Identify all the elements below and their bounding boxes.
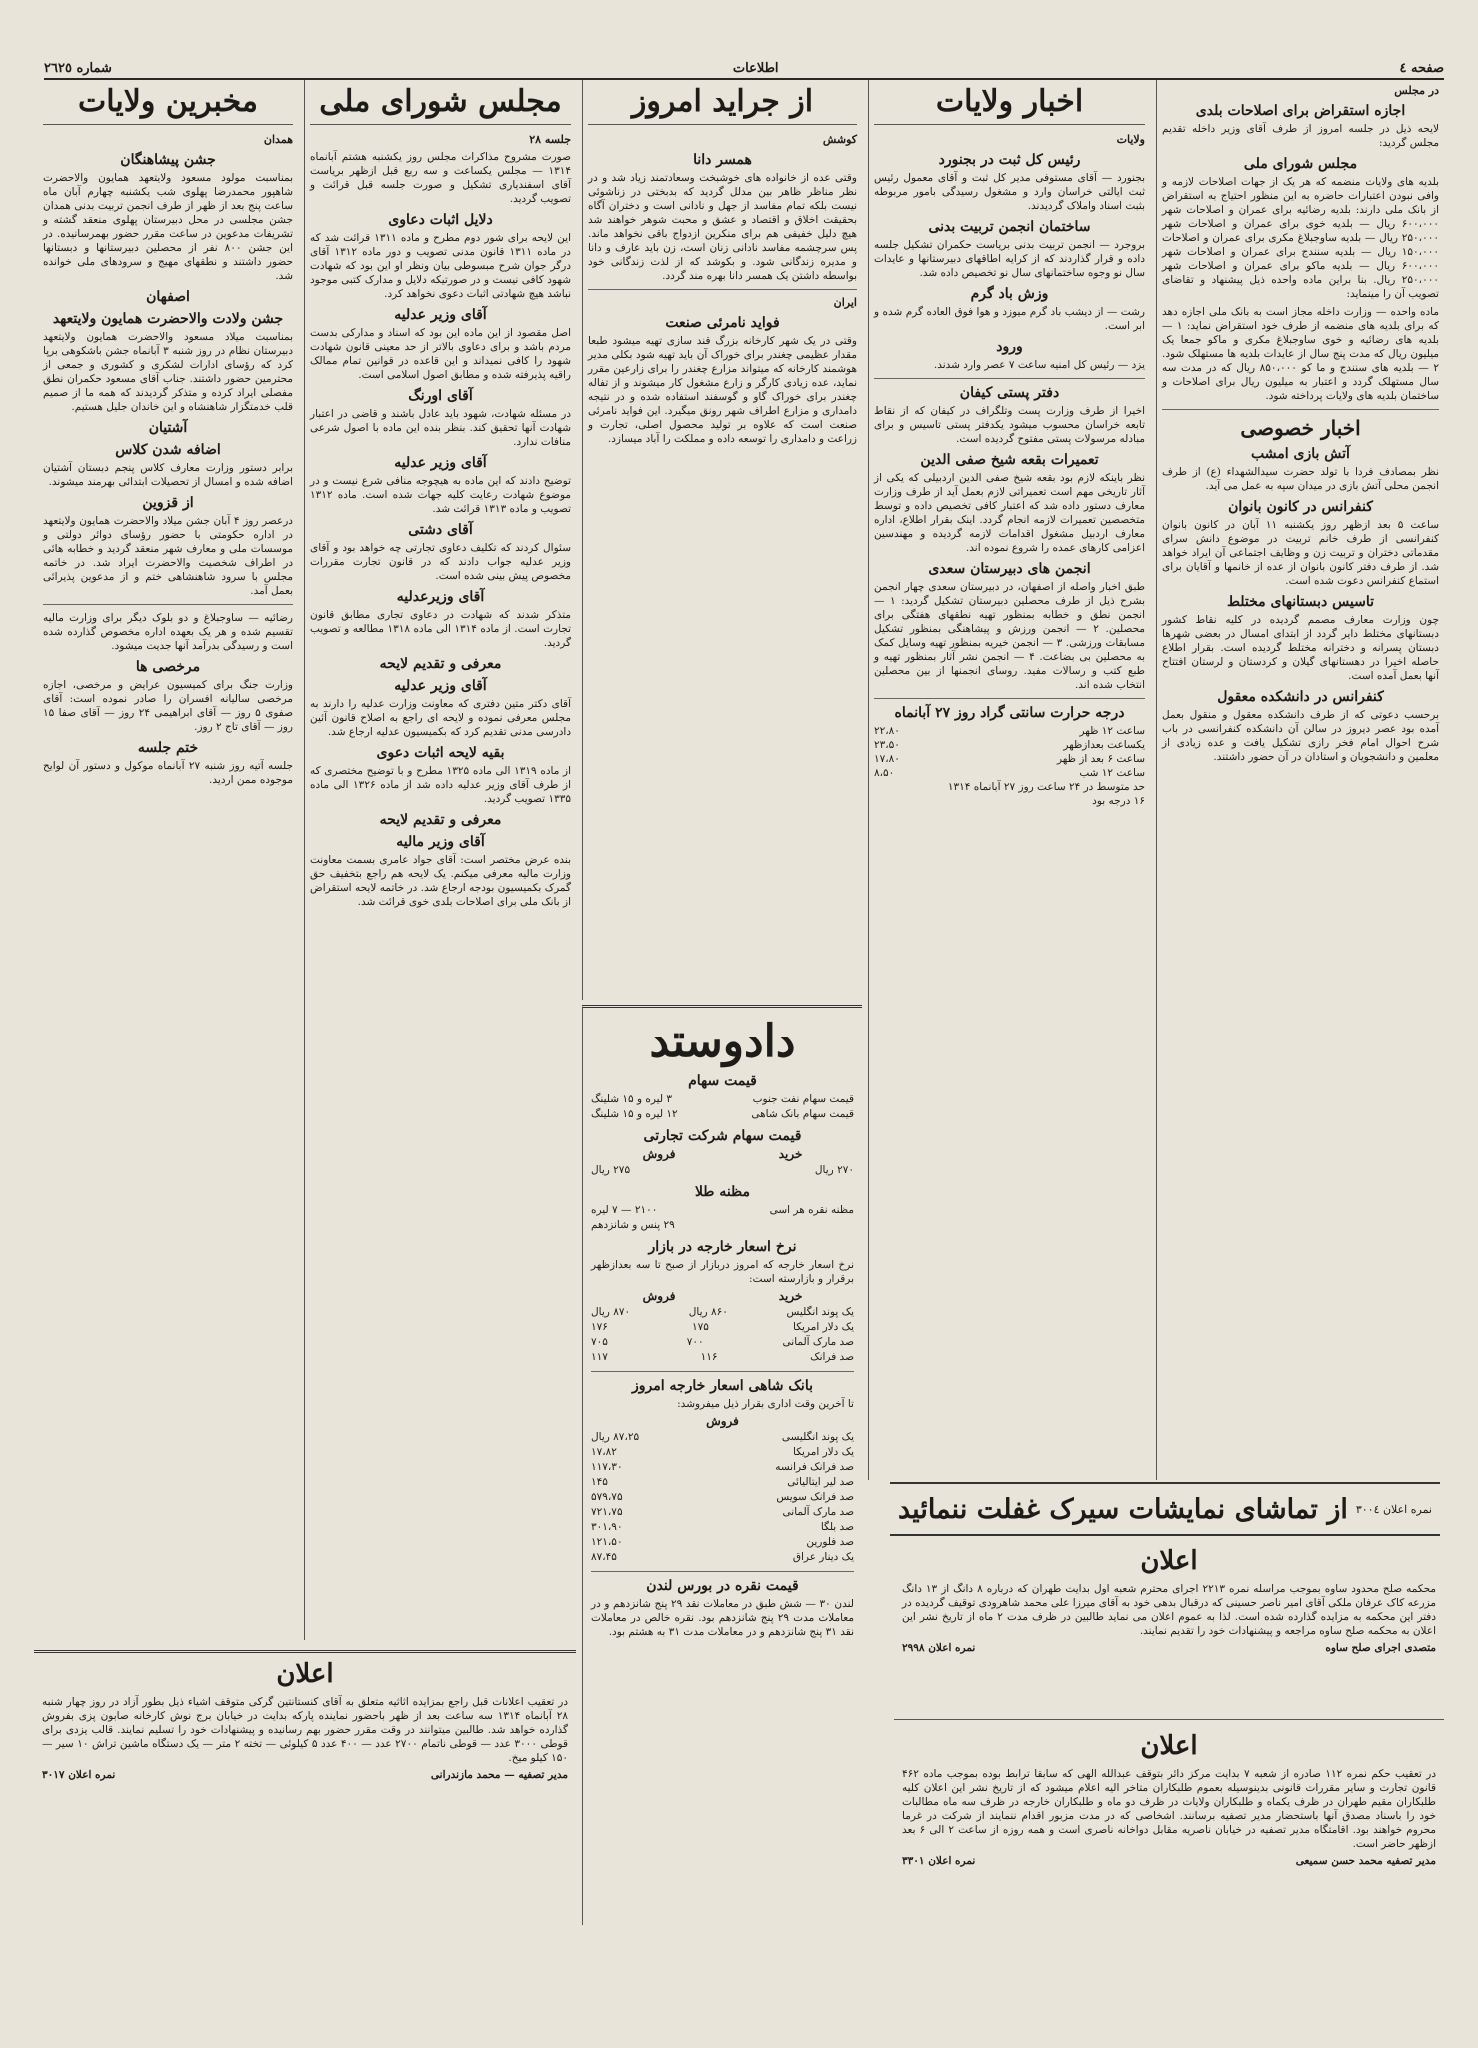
gold-title: مظنه طلا <box>694 1184 751 1200</box>
bank-label: صد فرانک فرانسه <box>775 1461 854 1473</box>
temperature-label: ساعت ۶ بعد از ظهر <box>1056 753 1145 765</box>
article-body: از ماده ۱۳۱۹ الی ماده ۱۳۲۵ مطرح و با توضیح مختصری که از طرف آقای وزیر عدلیه داده شد از ماده ۱۳۲۶ الی ماده ۱۳۳۵ تصویب گردید. <box>310 765 571 805</box>
article-body: درعصر روز ۴ آبان جشن میلاد والاحضرت همایون ولایتعهد در اداره حکومتی با حضور رؤسای دوائر دولتی و موسسات ملی و معارف شهر منعقد گردید و خطابه هائی در اطراف شخصیت والاحضرت ایراد شد. در خاتمه مجلس با سرود شاهنشاهی ختم و از مدعوین پذیرائی بعمل آمد. <box>43 515 293 597</box>
article-title: آتش بازی امشب <box>1251 446 1350 462</box>
fx-row <box>591 1305 854 1320</box>
temperature-label: حد متوسط در ۲۴ ساعت روز ۲۷ آبانماه ۱۳۱۴ <box>947 781 1145 793</box>
article <box>874 286 1145 333</box>
fx-row <box>591 1320 854 1335</box>
article <box>43 152 293 283</box>
article-body: نظر باینکه لازم بود بقعه شیخ صفی الدین اردبیلی که یکی از آثار تاریخی مهم است تعمیراتی لازم بعمل آید از طرف وزارت معارف دستور داده شد که اعتبار کافی تخصیص داده و توسط متخصصین تعمیرات لازمه انجام گردد. اینک بقرار اطلاع، اداره معارف اردبیل مشغول اقدامات لازمه گردیده و مهندسین اعزامی کارهای عمده را شروع نموده اند. <box>874 472 1145 554</box>
notice-title: اعلان <box>1140 1731 1198 1761</box>
trade-title: قیمت سهام شرکت تجارتی <box>643 1128 802 1144</box>
temperature-note <box>874 794 1145 808</box>
bank-value: ۸۷،۴۵ <box>591 1551 617 1563</box>
article <box>43 740 293 787</box>
bank-row <box>591 1460 854 1475</box>
masthead-bar <box>44 58 1444 80</box>
source-label: کوشش <box>822 133 857 146</box>
article-body: ساعت ۵ بعد ازظهر روز یکشنبه ۱۱ آبان در کانون بانوان کنفرانسی از طرف خانم تربیت در موضوع دانش سرای مقدماتی دختران و تربیت زن و وظایف اجتماعی آن ایراد خواهد شد. از طرف دفتر کانون بانوان از عده از خانمها و آقایان برای استماع کنفرانس دعوت شده است. <box>1162 519 1439 587</box>
bank-row <box>591 1490 854 1505</box>
article-title: آقای دشتی <box>408 522 473 538</box>
article <box>874 385 1145 446</box>
source-label: ایران <box>833 296 857 309</box>
fx-row <box>591 1350 854 1365</box>
article-title: مرخصی ها <box>135 659 201 675</box>
article-body: بمناسبت مولود مسعود ولایتعهد همایون والاحضرت شاهپور محمدرضا پهلوی شب یکشنبه چهارم آبان ماه ساعت پنج بعد از ظهر از طرف انجمن تربیت بدنی همدان جشن مجلسی در محل دبیرستان پهلوی منعقد گشته و تشریفات مدعوین در ساعت مقرر حضور بهمرسانیده. در این جشن ۸۰۰ نفر از محصلین دبیرستانها و دبستانها حضور داشتند و نطقهای مهیج و سرودهای ملی خوانده شد. <box>43 172 293 282</box>
article-body: ماده واحده — وزارت داخله مجاز است به بانک ملی اجازه دهد که برای بلدیه های منضمه از طرف خود استقراض نماید: ۱ — بلدیه های رضائیه و خوی ساوجبلاغ مکری و ماکو جمعا یک میلیون ریال که مدت پنج سال از عایدات بلدیه ها مستهلک شود. ۲ — بلدیه های سنندج و ما کو ۸۵۰،۰۰۰ ریال که در مدت سه سال مستهلک گردد و اعتبار به میلیون ریال برای اصلاحات و ساختمان بلدیه های ولایات پرداخته شود. <box>1162 306 1440 402</box>
article <box>874 339 1145 372</box>
column-parliament-session <box>304 80 576 1640</box>
notice-body: در تعقیب اعلانات قبل راجع بمزایده اثاثیه متعلق به آقای کنستانتین گرکی متوقف اشیاء ذیل بطور آزاد در روز چهار شنبه ۲۸ آبانماه ۱۳۱۴ سه ساعت بعد از ظهر باحضور نماینده پارکه بدایت در خیابان برج نوش کارخانه صابون پزی بفروش گذارده خواهد شد. طالبین میتوانند در وقت مقرر حضور بهم رسانیده و پیشنهادات خود را تسلیم نمایند. قالب یزدی برای قوطی ۳۰۰۰ عدد — قوطی ناتمام ۲۷۰۰ عدد — ۴۰۰ عدد ۵ کیلوئی — تخته ۲ متر — یک دستگاه ماشین تراش ۱۰ سیر — ۱۵۰ کیلو میخ. <box>42 1696 568 1764</box>
market-section <box>582 1005 862 1925</box>
divider <box>591 1571 854 1572</box>
fx-sell: ۱۱۷ <box>591 1351 608 1363</box>
article-body: وقتی در یک شهر کارخانه بزرگ قند سازی تهیه میشود طبعا مقدار عظیمی چغندر برای خوراک آن باید تهیه شود بکلی مدیر هوشمند کارخانه که میتواند مزارع چغندر را برای زارعین مقرر نماید، عده زیادی کارگر و زارع مشغول کار میشوند و از تفاله چغندر برای خوراک گاو و گوسفند استفاده شده و در نتیجه دامداری و مزارع اطراف شهر رونق میگیرد. این فواید نامرئی صنعت است که علاوه بر تولید محصول اصلی، تجارت و زراعت و دامداری را توسعه داده و مملکت را آباد میسازد. <box>588 335 857 445</box>
column-parliament-news <box>1156 80 1444 1480</box>
fx-label: صد فرانک <box>810 1351 854 1363</box>
article-body: برحسب دعوتی که از طرف دانشکده معقول و منقول بعمل آمده بود عصر دیروز در سالن آن دانشکده کنفرانسی در باب شرح احوال امام فخر رازی تشکیل یافت و عده زیادی از معلمین و دانشجویان و استادان در آن حضور داشتند. <box>1162 709 1439 763</box>
bank-row <box>591 1520 854 1535</box>
article <box>43 495 293 598</box>
london-text: لندن ۳۰ — شش طبق در معاملات نقد ۲۹ پنج شانزدهم و در معاملات مدت ۲۹ پنج شانزدهم بود. نقره خالص در معاملات نقد ۳۱ پنج شانزدهم و در معاملات مدت ۳۱ به هشتم بود. <box>591 1598 854 1638</box>
article <box>310 522 571 583</box>
notice-footer <box>902 1642 1436 1654</box>
article <box>310 678 571 739</box>
fx-buy: ۷۰۰ <box>686 1336 704 1348</box>
paper-name: اطلاعات <box>732 60 779 76</box>
article-title: دلایل اثبات دعاوی <box>388 212 493 228</box>
article <box>310 745 571 806</box>
notice-number: نمره اعلان ۳۰۱۷ <box>42 1769 116 1781</box>
temperature-table <box>874 705 1145 808</box>
temperature-label: یکساعت بعدازظهر <box>1063 739 1145 751</box>
bank-label: صد فلورین <box>806 1536 854 1548</box>
article-body: رضائیه — ساوجبلاغ و دو بلوک دیگر برای وزارت مالیه تقسیم شده و هر یک بعهده اداره مخصوص گذارده شده است و رسیدگی بدرآمد آنها جدیت میشود. <box>43 612 293 652</box>
article-title: تعمیرات بقعه شیخ صفی الدین <box>920 452 1099 468</box>
article-title: تاسیس دبستانهای مختلط <box>1226 594 1375 610</box>
gold-value: ۲۹ پنس و شانزدهم <box>591 1219 675 1231</box>
gold-row <box>591 1203 854 1218</box>
stock-value: ۳ لیره و ۱۵ شلینگ <box>591 1093 673 1105</box>
article-body: توضیح دادند که این ماده به هیچوجه منافی شرع نیست و در موضوع شهادت رعایت کلیه جهات شده است. ماده ۱۳۱۲ تصویب و ماده ۱۳۱۳ قرائت شد. <box>310 475 571 515</box>
article-title: مجلس شورای ملی <box>1243 156 1358 172</box>
article <box>310 589 571 650</box>
article-title: ساختمان انجمن تربیت بدنی <box>928 219 1091 235</box>
column-heading: اخبار ولایات <box>874 84 1145 125</box>
article <box>588 315 857 446</box>
column-provinces-news <box>868 80 1150 1480</box>
article-title: همسر دانا <box>693 152 752 168</box>
banner-number: نمره اعلان ۳۰۰٤ <box>1355 1502 1432 1516</box>
article-body: جلسه آتیه روز شنبه ۲۷ آبانماه موکول و دستور آن لوایح موجوده ممن اردید. <box>43 760 293 786</box>
article-body: نظر بمصادف فردا با تولد حضرت سیدالشهداء (ع) از طرف انجمن محلی آتش بازی در میدان سپه به عمل می آید. <box>1162 466 1439 492</box>
article <box>310 307 571 382</box>
article-title: ختم جلسه <box>137 740 199 756</box>
article <box>1162 594 1439 683</box>
article <box>1162 499 1439 588</box>
market-title: دادوستد <box>649 1016 796 1067</box>
notice-body: محکمه صلح محدود ساوه بموجب مراسله نمره ۲۲۱۳ اجرای محترم شعبه اول بدایت طهران که درباره ۸ دانگ از ۱۳ دانگ مزرعه کاک عرفان ملکی آقای امیر ناصر حسینی که درقبال بدهی خود به آقای میرزا علی محمد شاهرودی توقیف گردیده در دفتر این محکمه به مزایده گذارده شده است. لذا به عموم اعلان می نماید طالبین در ظرف مدت ۲ ماه از تاریخ نشر این اعلان به محکمه صلح ساوه مراجعه و پیشنهادات خود را تقدیم نمایند. <box>902 1583 1436 1637</box>
fx-label: یک پوند انگلیس <box>786 1306 854 1318</box>
fx-label: صد مارک آلمانی <box>782 1336 854 1348</box>
article-title: آقای وزیر عدلیه <box>394 307 487 323</box>
temperature-note-text: ۱۶ درجه بود <box>1092 795 1145 807</box>
article-body: آقای دکتر متین دفتری که معاونت وزارت عدلیه را دارند به مجلس معرفی نموده و لایحه ای راجع به اصلاح قانون آئین دادرسی مدنی تقدیم کرد که بکمیسیون عدلیه ارجاع شد. <box>310 698 571 738</box>
fx-buy: ۱۱۶ <box>700 1351 718 1363</box>
fx-sell: ۸۷۰ ریال <box>591 1306 631 1318</box>
section-heading: در مجلس <box>1394 84 1439 97</box>
article-body: برابر دستور وزارت معارف کلاس پنجم دبستان آشتیان اضافه شده و امسال از تحصیلات ابتدائی بهرمند میشوند. <box>43 462 293 488</box>
article <box>310 388 571 449</box>
session-label: جلسه ۲۸ <box>529 133 571 146</box>
bank-row <box>591 1505 854 1520</box>
article <box>1162 103 1439 150</box>
fx-title: نرخ اسعار خارجه در بازار <box>648 1239 797 1255</box>
article-body: بلدیه های ولایات منضمه که هر یک از جهات اصلاحات لازمه و وافی نبودن اعتبارات حاضره به این منظور احتیاج به استقراض از بانک ملی دارند: بلدیه رضائیه برای عمران و اصلاحات شهر ۶۰۰،۰۰۰ ریال — بلدیه خوی برای عمران و اصلاحات شهر ۲۵۰،۰۰۰ ریال — بلدیه ساوجبلاغ مکری برای عمران و اصلاحات ۱۵۰،۰۰۰ ریال — بلدیه سنندج برای عمران و اصلاحات شهر ۶۰۰،۰۰۰ ریال — بلدیه ماکو برای عمران و اصلاحات شهر ۲۵۰،۰۰۰ ریال. بنا براین ماده واحده ذیل پیشنهاد و تقاضای تصویب آن را مینماید: <box>1162 176 1439 300</box>
bank-label: صد لیر ایتالیائی <box>787 1476 854 1488</box>
article-body: وزارت جنگ برای کمیسیون عرایض و مرخصی، اجازه مرخصی سالیانه افسران را صادر نموده است: آقای صفوی ۵ روز — آقای ابراهیمی ۲۴ روز — آقای صفا ۱۵ روز — آقای تاج ۲ روز. <box>43 679 293 733</box>
article <box>1162 305 1439 403</box>
temperature-row <box>874 780 1145 794</box>
bank-row <box>591 1445 854 1460</box>
article-title: وزش باد گرم <box>970 286 1049 302</box>
fx-header <box>591 1289 854 1303</box>
notice-signature: مدیر تصفیه محمد حسن سمیعی <box>1295 1855 1436 1867</box>
bank-header <box>591 1414 854 1428</box>
bank-label: صد مارک آلمانی <box>782 1506 854 1518</box>
temperature-label: ساعت ۱۲ ظهر <box>1079 725 1145 737</box>
article-title: معرفی و تقدیم لایحه <box>379 812 502 828</box>
bank-label: یک دلار امریکا <box>793 1446 854 1458</box>
london-title: قیمت نقره در بورس لندن <box>646 1578 799 1594</box>
notice-number: نمره اعلان ۲۹۹۸ <box>902 1642 976 1654</box>
article <box>874 452 1145 555</box>
column-heading: از جراید امروز <box>588 84 857 125</box>
sell-header: فروش <box>642 1147 676 1161</box>
divider <box>588 289 857 290</box>
article <box>43 659 293 734</box>
column-press-review <box>582 80 862 1000</box>
article-body: سئوال کردند که تکلیف دعاوی تجارتی چه خواهد بود و آقای وزیر عدلیه جواب دادند که در قانون تجارت مقررات مخصوص پیش بینی شده است. <box>310 542 571 582</box>
city-label: اصفهان <box>146 289 190 305</box>
trade-header <box>591 1147 854 1161</box>
stock-value: ۱۲ لیره و ۱۵ شلینگ <box>591 1108 678 1120</box>
divider <box>43 604 293 605</box>
notice-footer <box>42 1769 568 1781</box>
temperature-row <box>874 738 1145 752</box>
stock-row <box>591 1092 854 1107</box>
bank-value: ۱۷،۸۲ <box>591 1446 617 1458</box>
circus-banner <box>890 1482 1440 1536</box>
column-correspondents <box>38 80 298 1640</box>
fx-buy: ۸۶۰ ریال <box>688 1306 728 1318</box>
article <box>874 561 1145 692</box>
article <box>1162 689 1439 764</box>
notice-box <box>34 1650 576 2015</box>
temperature-row <box>874 766 1145 780</box>
temperature-value: ۸،۵۰ <box>874 767 895 779</box>
article-body: طبق اخبار واصله از اصفهان، در دبیرستان سعدی چهار انجمن بشرح ذیل از طرف محصلین دبیرستان تشکیل گردید: ۱ — انجمن نطق و خطابه بمنظور تهیه نطقهای هفتگی برای محصلین. ۲ — انجمن ورزش و پیشاهنگی بمنظور تشکیل مسابقات ورزشی. ۳ — انجمن خیریه بمنظور تهیه وسایل کمک به محصلین بی بضاعت. ۴ — انجمن نشر آثار بمنظور تهیه و طبع کتب و رسالات مفید. روسای انجمنها از بین محصلین انتخاب شده اند. <box>874 581 1145 691</box>
bank-row <box>591 1430 854 1445</box>
article-body: اخیرا از طرف وزارت پست وتلگراف در کیفان که از نقاط تابعه خراسان محسوب میشود یکدفتر پستی تاسیس و برای مبادله مرسولات پستی مفتوح گردیده است. <box>874 405 1145 445</box>
article-title: آقای اورنگ <box>408 388 473 404</box>
bank-label: یک پوند انگلیسی <box>781 1431 854 1443</box>
stock-label: قیمت سهام بانک شاهی <box>751 1108 854 1120</box>
article-title: انجمن های دبیرستان سعدی <box>928 561 1091 577</box>
article-title: آقای وزیر عدلیه <box>394 678 487 694</box>
bank-value: ۵۷۹،۷۵ <box>591 1491 623 1503</box>
issue-label: شماره ٢٦٢٥ <box>44 60 112 76</box>
article <box>1162 446 1439 493</box>
divider <box>874 698 1145 699</box>
article-body: بجنورد — آقای مستوفی مدیر کل ثبت و آقای معمول رئیس ثبت ایالتی خراسان وارد و مشغول رسیدگی بامور مربوطه بثبت اسناد واملاک گردیدند. <box>874 172 1145 212</box>
fx-row <box>591 1335 854 1350</box>
article-title: آقای وزیرعدلیه <box>396 589 485 605</box>
article-body: بروجرد — انجمن تربیت بدنی بریاست حکمران تشکیل جلسه داده و قرار گذاردند که از کرایه اطاقهای دبیرستانها و عایدات سال نو وجوه ساختمانهای سال نو تخصیص داده شد. <box>874 239 1145 279</box>
divider <box>591 1371 854 1372</box>
gold-label: مظنه نقره هر اسی <box>769 1204 854 1216</box>
article-body: یزد — رئیس کل امنیه ساعت ۷ عصر وارد شدند. <box>933 359 1145 371</box>
stock-label: قیمت سهام نفت جنوب <box>752 1093 854 1105</box>
bank-value: ۸۷،۲۵ ریال <box>591 1431 640 1443</box>
article <box>310 150 571 206</box>
article-title: کنفرانس در دانشکده معقول <box>1217 689 1384 705</box>
divider <box>1162 409 1439 410</box>
notice-body: در تعقیب حکم نمره ۱۱۲ صادره از شعبه ۷ بدایت مرکز دائر بتوقف عبدالله الهی که سابقا ترابط بوده بموجب ماده ۴۶۲ قانون تجارت و سایر مقررات قانونی بدینوسیله بعموم طلبکاران متاخر الیه اعلام میشود که از تاریخ نشر این اعلان کلیه طلبکاران مقیم طهران در ظرف یکماه و طلبکاران ولایات در ظرف دو ماه و طلبکاران خارجه در ظرف سه ماه مطالبات خود را باسناد مصدق آنها باستحضار مدیر تصفیه برسانند. اشخاصی که در مدت مزبور اقدام ننمایند از شرکت در غرما محروم خواهند بود. اقامتگاه مدیر تصفیه در خیابان ناصریه مقابل دواخانه ناصری است و همه روزه از ساعت ۲ الی ۶ بعد ازظهر حاضر است. <box>902 1768 1437 1850</box>
bank-value: ۳۰۱،۹۰ <box>591 1521 623 1533</box>
column-heading: مخبرین ولایات <box>43 84 293 125</box>
article-title: ورود <box>996 339 1023 355</box>
article-body: متذکر شدند که شهادت در دعاوی تجاری مطابق قانون تجارت است. از ماده ۱۳۱۴ الی ماده ۱۳۱۸ مطالعه و تصویب گردید. <box>310 609 571 649</box>
temperature-value: ۲۲،۸۰ <box>874 725 900 737</box>
article <box>588 152 857 283</box>
trade-sell: ۲۷۵ ریال <box>591 1164 631 1176</box>
bank-value: ۱۱۷،۳۰ <box>591 1461 623 1473</box>
article-body: چون وزارت معارف مصمم گردیده در کلیه نقاط کشور دبستانهای مختلط دایر گردد از ابتدای امسال در بعضی شهرها دبستان پسرانه و دخترانه مختلط گردیده است. بقرار اطلاع حاصله اخیرا در دهستانهای گیلان و کردستان و لرستان افتتاح آنها بعمل آمده است. <box>1162 614 1439 682</box>
buy-header: خرید <box>778 1147 803 1161</box>
article-title: فواید نامرئی صنعت <box>665 315 780 331</box>
article-title: جشن پیشاهنگان <box>120 152 216 168</box>
article <box>43 611 293 653</box>
notice-signature: متصدی اجرای صلح ساوه <box>1325 1642 1436 1654</box>
fx-sell: ۱۷۶ <box>591 1321 608 1333</box>
trade-buy: ۲۷۰ ریال <box>814 1164 854 1176</box>
article-body: اصل مقصود از این ماده این بود که اسناد و مدارکی بدست مردم باشد و برای دعاوی بالاتر از حد معینی قانون شهادت شهود را کافی نمیداند و این قاعده در قوانین تمام ممالک راقیه پذیرفته شده و مطابق اصول اسلامی است. <box>310 327 571 381</box>
gold-row <box>591 1218 854 1233</box>
article <box>874 152 1145 213</box>
bank-note: تا آخرین وقت اداری بقرار ذیل میفروشد: <box>677 1398 854 1410</box>
article-title: اضافه شدن کلاس <box>115 442 221 458</box>
section-label: ولایات <box>1116 133 1145 146</box>
temperature-row <box>874 724 1145 738</box>
article <box>43 442 293 489</box>
notice-signature: مدیر تصفیه — محمد مازندرانی <box>430 1769 568 1781</box>
temperature-value: ۲۳،۵۰ <box>874 739 900 751</box>
temperature-value: ۱۷،۸۰ <box>874 753 900 765</box>
article-body: در مسئله شهادت، شهود باید عادل باشند و قاضی در اعتبار شهادت آنها تحقیق کند. بنظر بنده این ماده با اصول شرعی منافات ندارد. <box>310 408 571 448</box>
buy-header: خرید <box>778 1289 803 1303</box>
page-label: صفحه ٤ <box>1399 60 1444 76</box>
divider <box>874 378 1145 379</box>
notice-title: اعلان <box>1140 1546 1198 1576</box>
article-title: دفتر پستی کیفان <box>959 385 1060 401</box>
article-title: رئیس کل ثبت در بجنورد <box>938 152 1081 168</box>
temperature-label: ساعت ۱۲ شب <box>1079 767 1145 779</box>
notice-box <box>894 1540 1444 1720</box>
article-body: رشت — از دیشب باد گرم میوزد و هوا فوق العاده گرم شده و ابر است. <box>874 306 1145 332</box>
article-title: بقیه لایحه اثبات دعوی <box>376 745 505 761</box>
notice-number: نمره اعلان ۳۳۰۱ <box>902 1855 976 1867</box>
banner-title: از تماشای نمایشات سیرک غفلت ننمائید <box>898 1493 1348 1525</box>
bank-label: یک دینار عراق <box>792 1551 854 1563</box>
article-title: آقای وزیر مالیه <box>396 834 485 850</box>
fx-buy: ۱۷۵ <box>692 1321 709 1333</box>
city-label: آشتیان <box>148 420 188 436</box>
article <box>1162 156 1439 301</box>
bank-value: ۱۲۱،۵۰ <box>591 1536 623 1548</box>
bank-label: صد بلگا <box>820 1521 854 1533</box>
notice-title: اعلان <box>276 1659 334 1689</box>
stock-title: قیمت سهام <box>688 1073 757 1089</box>
article-body: وقتی عده از خانواده های خوشبخت وسعادتمند زیاد شد و در نظر مناظر ظاهر بین مدلل گردید که بدبختی در زناشوئی نیست بلکه تمام مفاسد از جهل و نادانی است و دختران آگاه بحقیقت اخلاق و اقتصاد و عشق و محبت شوهر خواهند شد هیچ دلیل خفیفی هم برای منکرین ازدواج باقی نخواهد ماند. پس سرچشمه مفاسد نادانی زنان است، زن باید عارف و دانا و مدیره زندگانی شود. و بکوشد که از لذت زندگانی خود بواسطه داشتن یک همسر دانا بهره مند گردد. <box>588 172 857 282</box>
article <box>310 455 571 516</box>
article-body: لایحه ذیل در جلسه امروز از طرف آقای وزیر داخله تقدیم مجلس گردید: <box>1162 123 1439 149</box>
city-label: همدان <box>263 133 293 146</box>
article <box>310 834 571 909</box>
bank-row <box>591 1550 854 1565</box>
bank-row <box>591 1475 854 1490</box>
stock-row <box>591 1107 854 1122</box>
sell-header: فروش <box>642 1289 676 1303</box>
fx-note: نرخ اسعار خارجه که امروز دربازار از صبح تا سه بعدازظهر برقرار و بازارسته است: <box>591 1259 854 1285</box>
temperature-title: درجه حرارت سانتی گراد روز ۲۷ آبانماه <box>894 705 1125 721</box>
bank-label: صد فرانک سویس <box>776 1491 854 1503</box>
gold-value: ۲۱۰۰ — ۷ لیره <box>591 1204 658 1216</box>
article-body: بمناسبت میلاد مسعود والاحضرت همایون ولایتعهد دبیرستان نظام در روز شنبه ۳ آبانماه جشن باشکوهی برپا کرد که رؤسای ادارات لشکری و کشوری و جمعی از محترمین حضور داشتند. جناب آقای مسعود حکمران نطق مفصلی ایراد کرده و متذکر گردیدند که همه ما از صمیم قلب خدمتگزار شاهنشاه و این خاندان جلیل هستیم. <box>43 331 293 413</box>
trade-row <box>591 1163 854 1178</box>
article-body: این لایحه برای شور دوم مطرح و ماده ۱۳۱۱ قرائت شد که در ماده ۱۳۱۱ قانون مدنی تصویب و دور ماده ۱۳۱۲ آقای درگر جوان شرح مبسوطی بیان ونظر او این بود که شهادت شهود کافی نیست و در صورتیکه دلایل و مدارک کتبی موجود نباشد هیچ شهادتی اثبات دعوی نخواهد کرد. <box>310 232 571 300</box>
fx-label: یک دلار امریکا <box>793 1321 854 1333</box>
article <box>43 311 293 414</box>
article-body: بنده عرض مختصر است: آقای جواد عامری بسمت معاونت وزارت مالیه معرفی میکنم. یک لایحه هم راجع بتخفیف حق گمرک بکمیسیون بودجه ارجاع شد. در خاتمه لایحه استقراض از بانک ملی برای اصلاحات بلدی خوی قرائت شد. <box>310 854 571 908</box>
temperature-row <box>874 752 1145 766</box>
article-title: اجازه استقراض برای اصلاحات بلدی <box>1195 103 1406 119</box>
bank-value: ۷۲۱،۷۵ <box>591 1506 623 1518</box>
article-title: جشن ولادت والاحضرت همایون ولایتعهد <box>52 311 284 327</box>
article-title: کنفرانس در کانون بانوان <box>1228 499 1373 515</box>
article <box>874 219 1145 280</box>
section-heading: اخبار خصوصی <box>1240 416 1361 440</box>
bank-row <box>591 1535 854 1550</box>
notice-box <box>894 1725 1444 2015</box>
article-title: معرفی و تقدیم لایحه <box>379 656 502 672</box>
article-title: آقای وزیر عدلیه <box>394 455 487 471</box>
bank-title: بانک شاهی اسعار خارجه امروز <box>631 1378 813 1394</box>
article-title: از قزوین <box>142 495 194 511</box>
article-body: صورت مشروح مذاکرات مجلس روز یکشنبه هشتم آبانماه ۱۳۱۴ — مجلس یکساعت و سه ربع قبل ازظهر بریاست آقای اسفندیاری تشکیل و صورت جلسه قبل قرائت و تصویب گردید. <box>310 151 571 205</box>
column-heading: مجلس شورای ملی <box>310 84 571 125</box>
notice-footer <box>902 1855 1436 1867</box>
sell-header: فروش <box>706 1414 739 1428</box>
article <box>310 212 571 301</box>
bank-value: ۱۴۵ <box>591 1476 608 1488</box>
fx-sell: ۷۰۵ <box>591 1336 608 1348</box>
